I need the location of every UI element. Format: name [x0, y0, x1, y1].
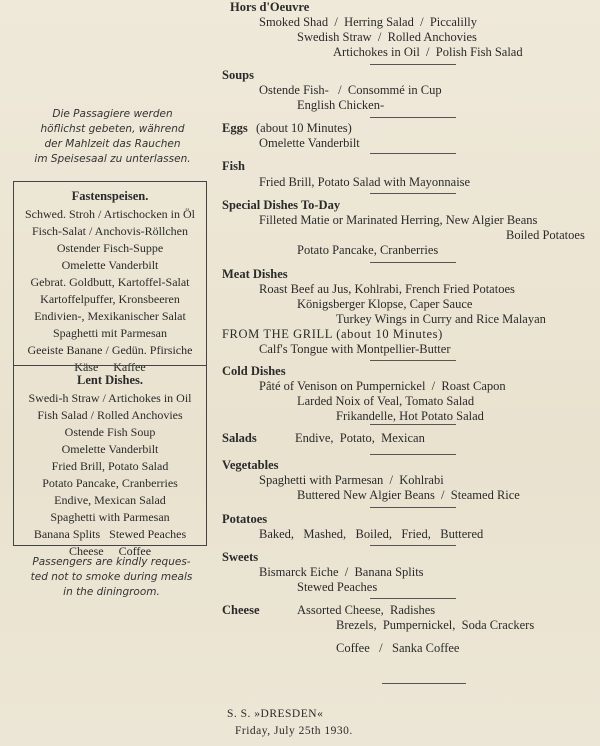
divider: [370, 360, 456, 361]
menu-card: Die Passagiere werden höflichst gebeten, während der Mahlzeit das Rauchen im Speisesaal zu unterlassen. Fastenspeisen. Schwed. Stroh / Artischocken in Öl Fisch-Salat / Anchovis-Röllchen Ostender Fisch-Suppe Omelette Vanderbilt Gebrat. Goldbutt, Kartoffel-Salat Kartoffelpuffer, Kronsbeeren Endivien-, Mexikanischer Salat Spaghetti mit Parmesan Geeiste Banane / Gedün. Pfirsiche Käse Kaffee Lent Dishes. Swedi-h Straw / Artichokes in Oil Fish Salad / Rolled Anchovies Ostende Fish Soup Omelette Vanderbilt Fried Brill, Potato Salad Potato Pancake, Cranberries Endive, Mexican Salad Spaghetti with Parmesan Banana Splits Stewed Peaches Cheese Coffee Passengers are kindly reques- ted not to smoke during meals in the diningroom. Hors d'Oeuvre Smoked Shad / Herring Salad / Piccalilly Swedish Straw / Rolled Anchovies Artichokes in Oil / Polish Fish Salad Soups Ostende Fish- / Consommé in Cup English Chicken- Eggs (about 10 Minutes) Omelette Vanderbilt Fish Fried Brill, Potato Salad with Mayonnaise Special Dishes To-Day Filleted Matie or Marinated Herring, New Algier Beans Boiled Potatoes Potato Pancake, Cranberries Meat Dishes Roast Beef au Jus, Kohlrabi, French Fried Potatoes Königsberger Klopse, Caper Sauce Turkey Wings in Curry and Rice Malayan FROM THE GRILL (about 10 Minutes) Calf's Tongue with Montpellier-Butter Cold Dishes Pâté of Venison on Pumpernickel / Roast Capon Larded Noix of Veal, Tomato Salad Frikandelle, Hot Potato Salad Salads Endive, Potato, Mexican Vegetables Spaghetti with Parmesan / Kohlrabi Buttered New Algier Beans / Steamed Rice Potatoes Baked, Mashed, Boiled, Fried, Buttered Sweets Bismarck Eiche / Banana Splits Stewed Peaches Cheese Assorted Cheese, Radishes Brezels, Pumpernickel, Soda Crackers Coffee / Sanka Coffee S. S. »DRESDEN« Friday, July 25th 1930.: [0, 0, 600, 746]
divider: [370, 545, 456, 546]
menu-date: Friday, July 25th 1930.: [235, 725, 353, 737]
divider: [382, 683, 466, 684]
lent-dishes-title: Lent Dishes.: [77, 373, 143, 387]
divider: [370, 507, 456, 508]
smoking-notice-english: Passengers are kindly reques- ted not to smoke during meals in the diningroom.: [30, 556, 193, 598]
divider: [370, 64, 456, 65]
divider: [370, 424, 456, 425]
lent-dishes-section: Lent Dishes. Swedi-h Straw / Artichokes in Oil Fish Salad / Rolled Anchovies Ostende Fish Soup Omelette Vanderbilt Fried Brill, Potato Salad Potato Pancake, Cranberries Endive, Mexican Salad Spaghetti with Parmesan Banana Splits Stewed Peaches Cheese Coffee: [14, 372, 206, 560]
divider: [370, 153, 456, 154]
box-divider: [14, 365, 206, 366]
divider: [370, 117, 456, 118]
fasting-box: [13, 181, 207, 558]
divider: [370, 598, 456, 599]
divider: [370, 454, 456, 455]
ship-name: S. S. »DRESDEN«: [227, 708, 324, 720]
fastenspeisen-title: Fastenspeisen.: [71, 189, 149, 203]
divider: [370, 193, 456, 194]
footer: [227, 706, 353, 740]
from-the-grill: FROM THE GRILL (about 10 Minutes): [222, 327, 443, 341]
divider: [370, 262, 456, 263]
smoking-notice-german: Die Passagiere werden höflichst gebeten, während der Mahlzeit das Rauchen im Speisesaal zu unterlassen.: [34, 108, 191, 165]
fastenspeisen-section: Fastenspeisen. Schwed. Stroh / Artischocken in Öl Fisch-Salat / Anchovis-Röllchen Ostender Fisch-Suppe Omelette Vanderbilt Gebrat. Goldbutt, Kartoffel-Salat Kartoffelpuffer, Kronsbeeren Endivien-, Mexikanischer Salat Spaghetti mit Parmesan Geeiste Banane / Gedün. Pfirsiche Käse Kaffee: [14, 188, 206, 376]
